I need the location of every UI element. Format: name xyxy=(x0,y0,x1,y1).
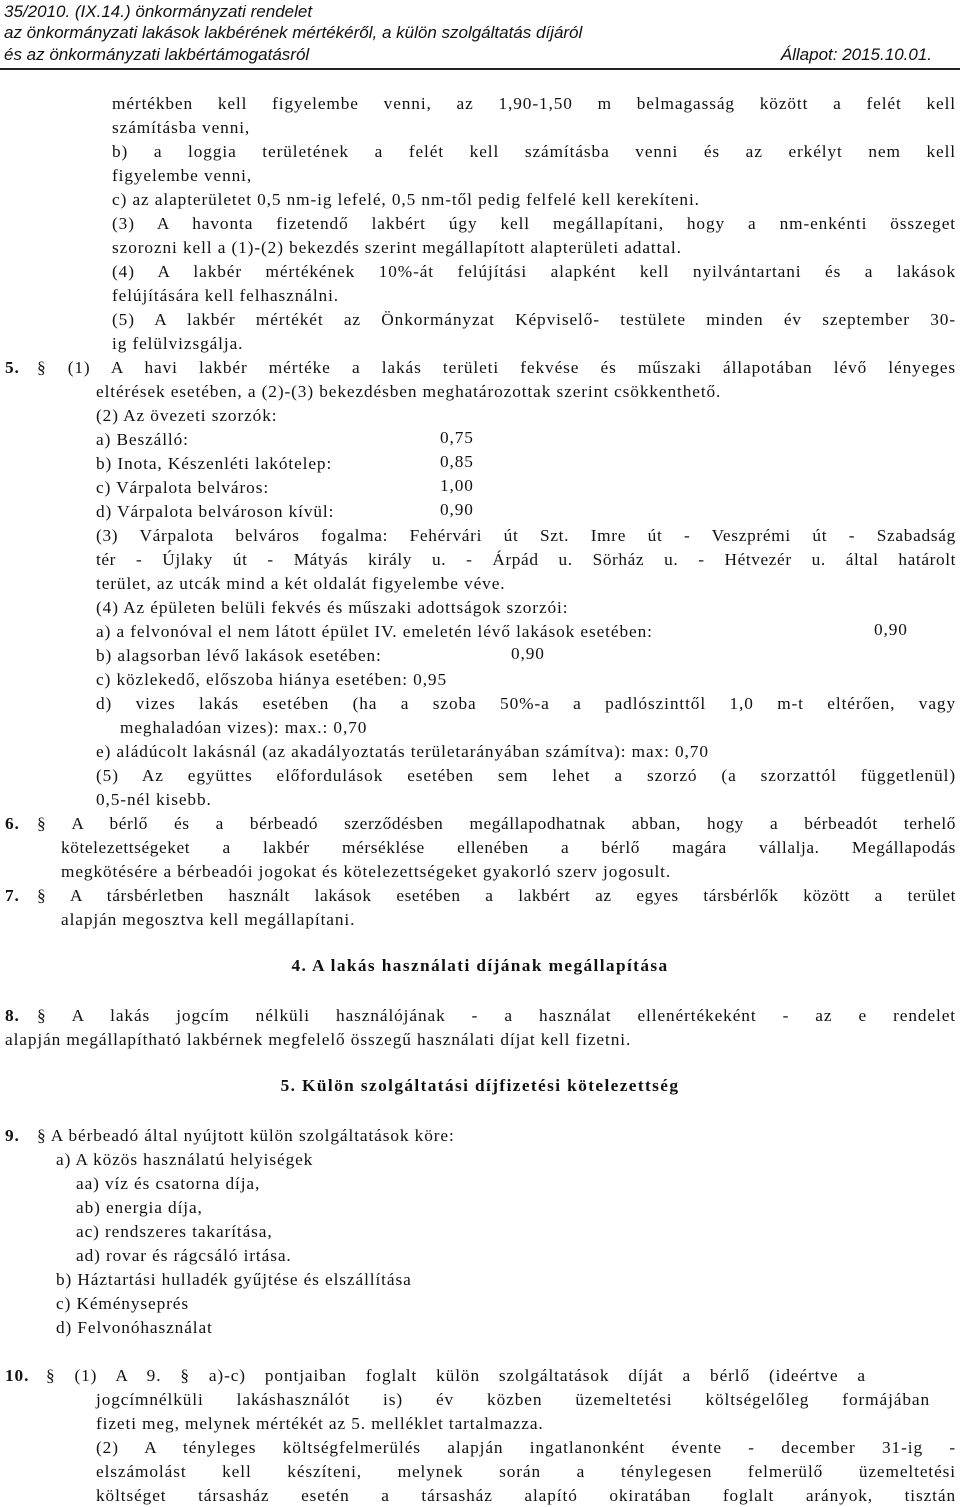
text-line: (4) Az épületen belüli fekvés és műszaki adottságok szorzói: xyxy=(96,598,569,617)
header-status: Állapot: 2015.10.01. xyxy=(780,45,932,64)
zone-label: c) Várpalota belváros: xyxy=(96,478,270,497)
text-line: (5) A lakbér mértékét az Önkormányzat Képviselő- testülete minden év szeptember 30- xyxy=(112,310,956,329)
text-line: (5) Az együttes előfordulások esetében sem lehet a szorzó (a szorzattól függetlenül) xyxy=(96,766,956,785)
text-line: figyelembe venni, xyxy=(112,166,253,185)
zone-label: b) Inota, Készenléti lakótelep: xyxy=(96,454,333,473)
text-line: 0,5-nél kisebb. xyxy=(96,790,212,809)
section-heading: 4. A lakás használati díjának megállapítása xyxy=(291,956,669,975)
zone-label: d) Várpalota belvároson kívül: xyxy=(96,502,335,521)
header-regulation-number: 35/2010. (IX.14.) önkormányzati rendelet xyxy=(4,2,313,21)
text-line: eltérések esetében, a (2)-(3) bekezdésben meghatározottak szerint csökkenthető. xyxy=(96,382,722,401)
text-line: megkötésére a bérbeadói jogokat és kötelezettségeket gyakorló szerv jogosult. xyxy=(61,862,672,881)
text-line: c) az alapterületet 0,5 nm-ig lefelé, 0,5 nm-től pedig felfelé kell kerekíteni. xyxy=(112,190,700,209)
header-title: az önkormányzati lakások lakbérének mértékéről, a külön szolgáltatás díjáról xyxy=(4,23,583,42)
service-item: ab) energia díja, xyxy=(76,1198,203,1217)
zone-value: 0,85 xyxy=(440,452,474,471)
text-line: terület, az utcák mind a két oldalát figyelembe véve. xyxy=(96,574,506,593)
text-line: kötelezettségeket a lakbér mérséklése ellenében a bérlő magára vállalja. Megállapodás xyxy=(61,838,956,857)
text-line: § A lakás jogcím nélküli használójának - a használat ellenértékeként - az e rendelet xyxy=(37,1006,956,1025)
service-item: c) Kéményseprés xyxy=(56,1294,189,1313)
text-line: fizeti meg, melynek mértékét az 5. melléklet tartalmazza. xyxy=(96,1414,544,1433)
text-line: (3) Várpalota belváros fogalma: Fehérvári út Szt. Imre út - Veszprémi út - Szabadság xyxy=(96,526,956,545)
text-line: b) a loggia területének a felét kell számításba venni és az erkélyt nem kell xyxy=(112,142,956,161)
section-number: 8. xyxy=(5,1006,20,1025)
text-line: § (1) A 9. § a)-c) pontjaiban foglalt külön szolgáltatások díját a bérlő (ideértve a xyxy=(46,1366,866,1385)
factor-label: a) a felvonóval el nem látott épület IV. emeletén lévő lakások esetében: xyxy=(96,622,653,641)
text-line: számításba venni, xyxy=(112,118,251,137)
zone-value: 0,75 xyxy=(440,428,474,447)
zone-value: 1,00 xyxy=(440,476,474,495)
factor-value: 0,90 xyxy=(874,620,908,639)
factor-label: meghaladóan vizes): max.: 0,70 xyxy=(120,718,368,737)
service-item: ad) rovar és rágcsáló irtása. xyxy=(76,1246,292,1265)
header-divider xyxy=(0,68,960,70)
factor-label: b) alagsorban lévő lakások esetében: xyxy=(96,646,382,665)
text-line: alapján megállapítható lakbérnek megfelelő összegű használati díjat kell fizetni. xyxy=(5,1030,632,1049)
service-item: d) Felvonóhasználat xyxy=(56,1318,213,1337)
text-line: (2) A tényleges költségfelmerülés alapján ingatlanonként évente - december 31-ig - xyxy=(96,1438,956,1457)
service-item: aa) víz és csatorna díja, xyxy=(76,1174,261,1193)
factor-label: d) vizes lakás esetében (ha a szoba 50%-a a padlószinttől 1,0 m-t eltérően, vagy xyxy=(96,694,956,713)
factor-value: 0,90 xyxy=(511,644,545,663)
header-subtitle-text: és az önkormányzati lakbértámogatásról xyxy=(4,45,310,64)
text-line: költséget társasház esetén a társasház alapító okiratában foglalt arányok, tisztán xyxy=(96,1486,956,1505)
text-line: § A bérlő és a bérbeadó szerződésben megállapodhatnak abban, hogy a bérbeadót terhelő xyxy=(37,814,956,833)
service-item: ac) rendszeres takarítása, xyxy=(76,1222,273,1241)
text-line: szorozni kell a (1)-(2) bekezdés szerint megállapított alapterületi adattal. xyxy=(112,238,682,257)
text-line: (3) A havonta fizetendő lakbért úgy kell megállapítani, hogy a nm-enkénti összeget xyxy=(112,214,956,233)
text-line: felújítására kell felhasználni. xyxy=(112,286,340,305)
zone-value: 0,90 xyxy=(440,500,474,519)
service-item: b) Háztartási hulladék gyűjtése és elszállítása xyxy=(56,1270,412,1289)
section-number: 5. xyxy=(5,358,20,377)
factor-label: c) közlekedő, előszoba hiánya esetében: 0,95 xyxy=(96,670,448,689)
text-line: mértékben kell figyelembe venni, az 1,90-1,50 m belmagasság között a felét kell xyxy=(112,94,956,113)
text-line: tér - Újlaky út - Mátyás király u. - Árpád u. Sörház u. - Hétvezér u. által határolt xyxy=(96,550,956,569)
text-line: § (1) A havi lakbér mértéke a lakás területi fekvése és műszaki állapotában lévő lényeges xyxy=(37,358,956,377)
zone-label: a) Beszálló: xyxy=(96,430,189,449)
service-item: a) A közös használatú helyiségek xyxy=(56,1150,314,1169)
section-number: 6. xyxy=(5,814,20,833)
text-line: elszámolást kell készíteni, melynek során a ténylegesen felmerülő üzemeltetési xyxy=(96,1462,956,1481)
section-number: 7. xyxy=(5,886,20,905)
section-heading: 5. Külön szolgáltatási díjfizetési kötelezettség xyxy=(280,1076,680,1095)
text-line: jogcímnélküli lakáshasználót is) év közben üzemeltetési költségelőleg formájában xyxy=(96,1390,930,1409)
text-line: alapján megosztva kell megállapítani. xyxy=(61,910,356,929)
text-line: (2) Az övezeti szorzók: xyxy=(96,406,278,425)
factor-label: e) aládúcolt lakásnál (az akadályoztatás területarányában számítva): max: 0,70 xyxy=(96,742,709,761)
header-subtitle xyxy=(4,44,309,66)
text-line: § A társbérletben használt lakások esetében a lakbért az egyes társbérlők között a terület xyxy=(37,886,956,905)
text-line: ig felülvizsgálja. xyxy=(112,334,244,353)
text-line: § A bérbeadó által nyújtott külön szolgáltatások köre: xyxy=(37,1126,455,1145)
text-line: (4) A lakbér mértékének 10%-át felújítási alapként kell nyilvántartani és a lakások xyxy=(112,262,956,281)
section-number: 10. xyxy=(5,1366,30,1385)
section-number: 9. xyxy=(5,1126,20,1145)
